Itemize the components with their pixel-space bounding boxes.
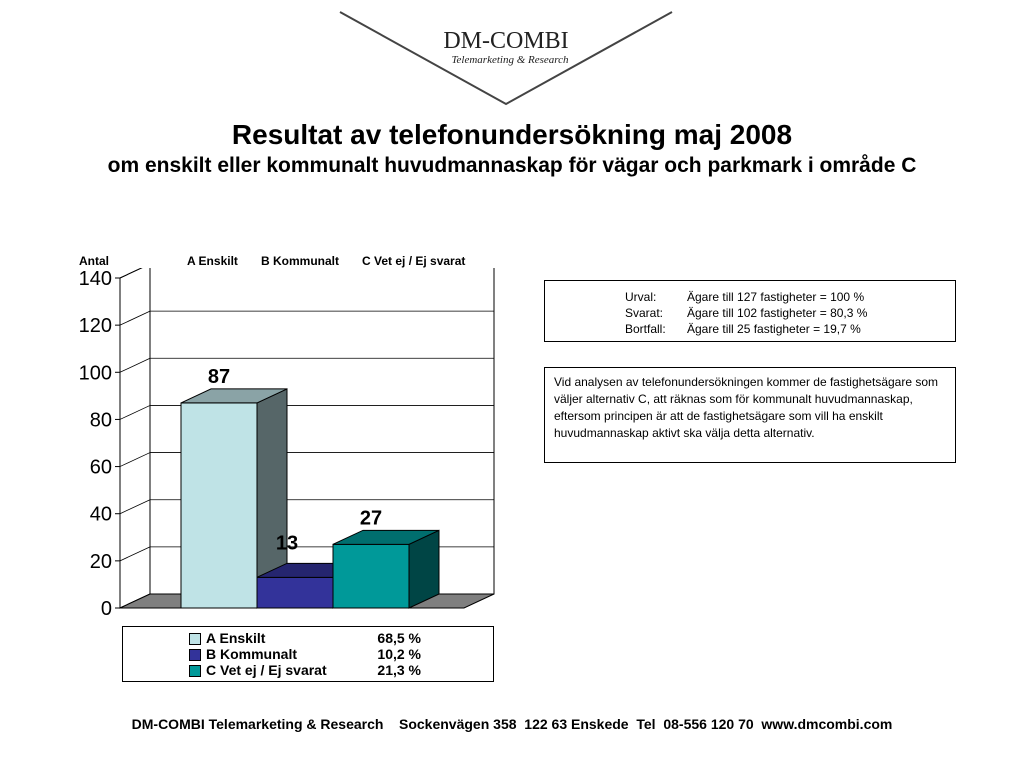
legend-label: B Kommunalt bbox=[206, 646, 297, 662]
y-axis-tick-label: 0 bbox=[100, 598, 112, 618]
y-axis-tick-label: 120 bbox=[78, 315, 112, 338]
stat-value: Ägare till 25 fastigheter = 19,7 % bbox=[687, 322, 861, 336]
bar bbox=[333, 544, 409, 608]
stat-value: Ägare till 127 fastigheter = 100 % bbox=[687, 290, 865, 304]
page-subtitle: om enskilt eller kommunalt huvudmannaskap för vägar och parkmark i område C bbox=[107, 154, 917, 177]
stat-key: Svarat: bbox=[625, 306, 664, 320]
chart-header-antal: Antal bbox=[79, 254, 109, 268]
stat-key: Urval: bbox=[625, 290, 657, 304]
legend-label: A Enskilt bbox=[206, 630, 266, 646]
note-box: Vid analysen av telefonundersökningen kommer de fastighetsägare som väljer alternativ C, att räknas som för kommunalt huvudmannaskap, eftersom principen är att de fastighetsägare som vill ha enskilt huvudmannaskap aktivt ska välja detta alternativ. bbox=[544, 367, 956, 463]
legend-percentage: 21,3 % bbox=[377, 662, 421, 678]
bar bbox=[257, 577, 333, 608]
logo-name: DM-COMBI bbox=[443, 28, 569, 54]
legend-label: C Vet ej / Ej svarat bbox=[206, 662, 327, 678]
bar-chart bbox=[60, 268, 510, 618]
chart-legend bbox=[122, 626, 494, 682]
y-axis-tick-label: 80 bbox=[89, 409, 112, 432]
legend-swatch bbox=[189, 649, 201, 661]
bar-data-label: 13 bbox=[275, 532, 299, 555]
y-axis-tick-label: 100 bbox=[78, 362, 112, 385]
legend-swatch bbox=[189, 633, 201, 645]
legend-percentage: 10,2 % bbox=[377, 646, 421, 662]
y-axis-tick-label: 20 bbox=[89, 550, 112, 573]
stat-value: Ägare till 102 fastigheter = 80,3 % bbox=[687, 306, 868, 320]
legend-swatch bbox=[189, 665, 201, 677]
bar bbox=[181, 403, 257, 608]
page-footer: DM-COMBI Telemarketing & Research Sockenvägen 358 122 63 Enskede Tel 08-556 120 70 www.dmcombi.com bbox=[131, 716, 893, 732]
y-axis-tick-label: 140 bbox=[78, 268, 112, 290]
page-title: Resultat av telefonundersökning maj 2008 bbox=[231, 119, 793, 150]
y-axis-tick-label: 60 bbox=[89, 456, 112, 479]
chart-side-wall bbox=[120, 268, 150, 608]
legend-percentage: 68,5 % bbox=[377, 630, 421, 646]
stat-key: Bortfall: bbox=[625, 322, 666, 336]
chart-header-b: B Kommunalt bbox=[261, 254, 339, 268]
company-logo bbox=[336, 8, 676, 108]
bar-data-label: 27 bbox=[359, 507, 383, 530]
chart-header-a: A Enskilt bbox=[187, 254, 238, 268]
logo-tagline: Telemarketing & Research bbox=[451, 54, 569, 66]
y-axis-tick-label: 40 bbox=[89, 503, 112, 526]
title-block bbox=[0, 118, 1024, 180]
bar-data-label: 87 bbox=[207, 365, 231, 388]
stats-box bbox=[544, 280, 956, 342]
chart-header-c: C Vet ej / Ej svarat bbox=[362, 254, 466, 268]
